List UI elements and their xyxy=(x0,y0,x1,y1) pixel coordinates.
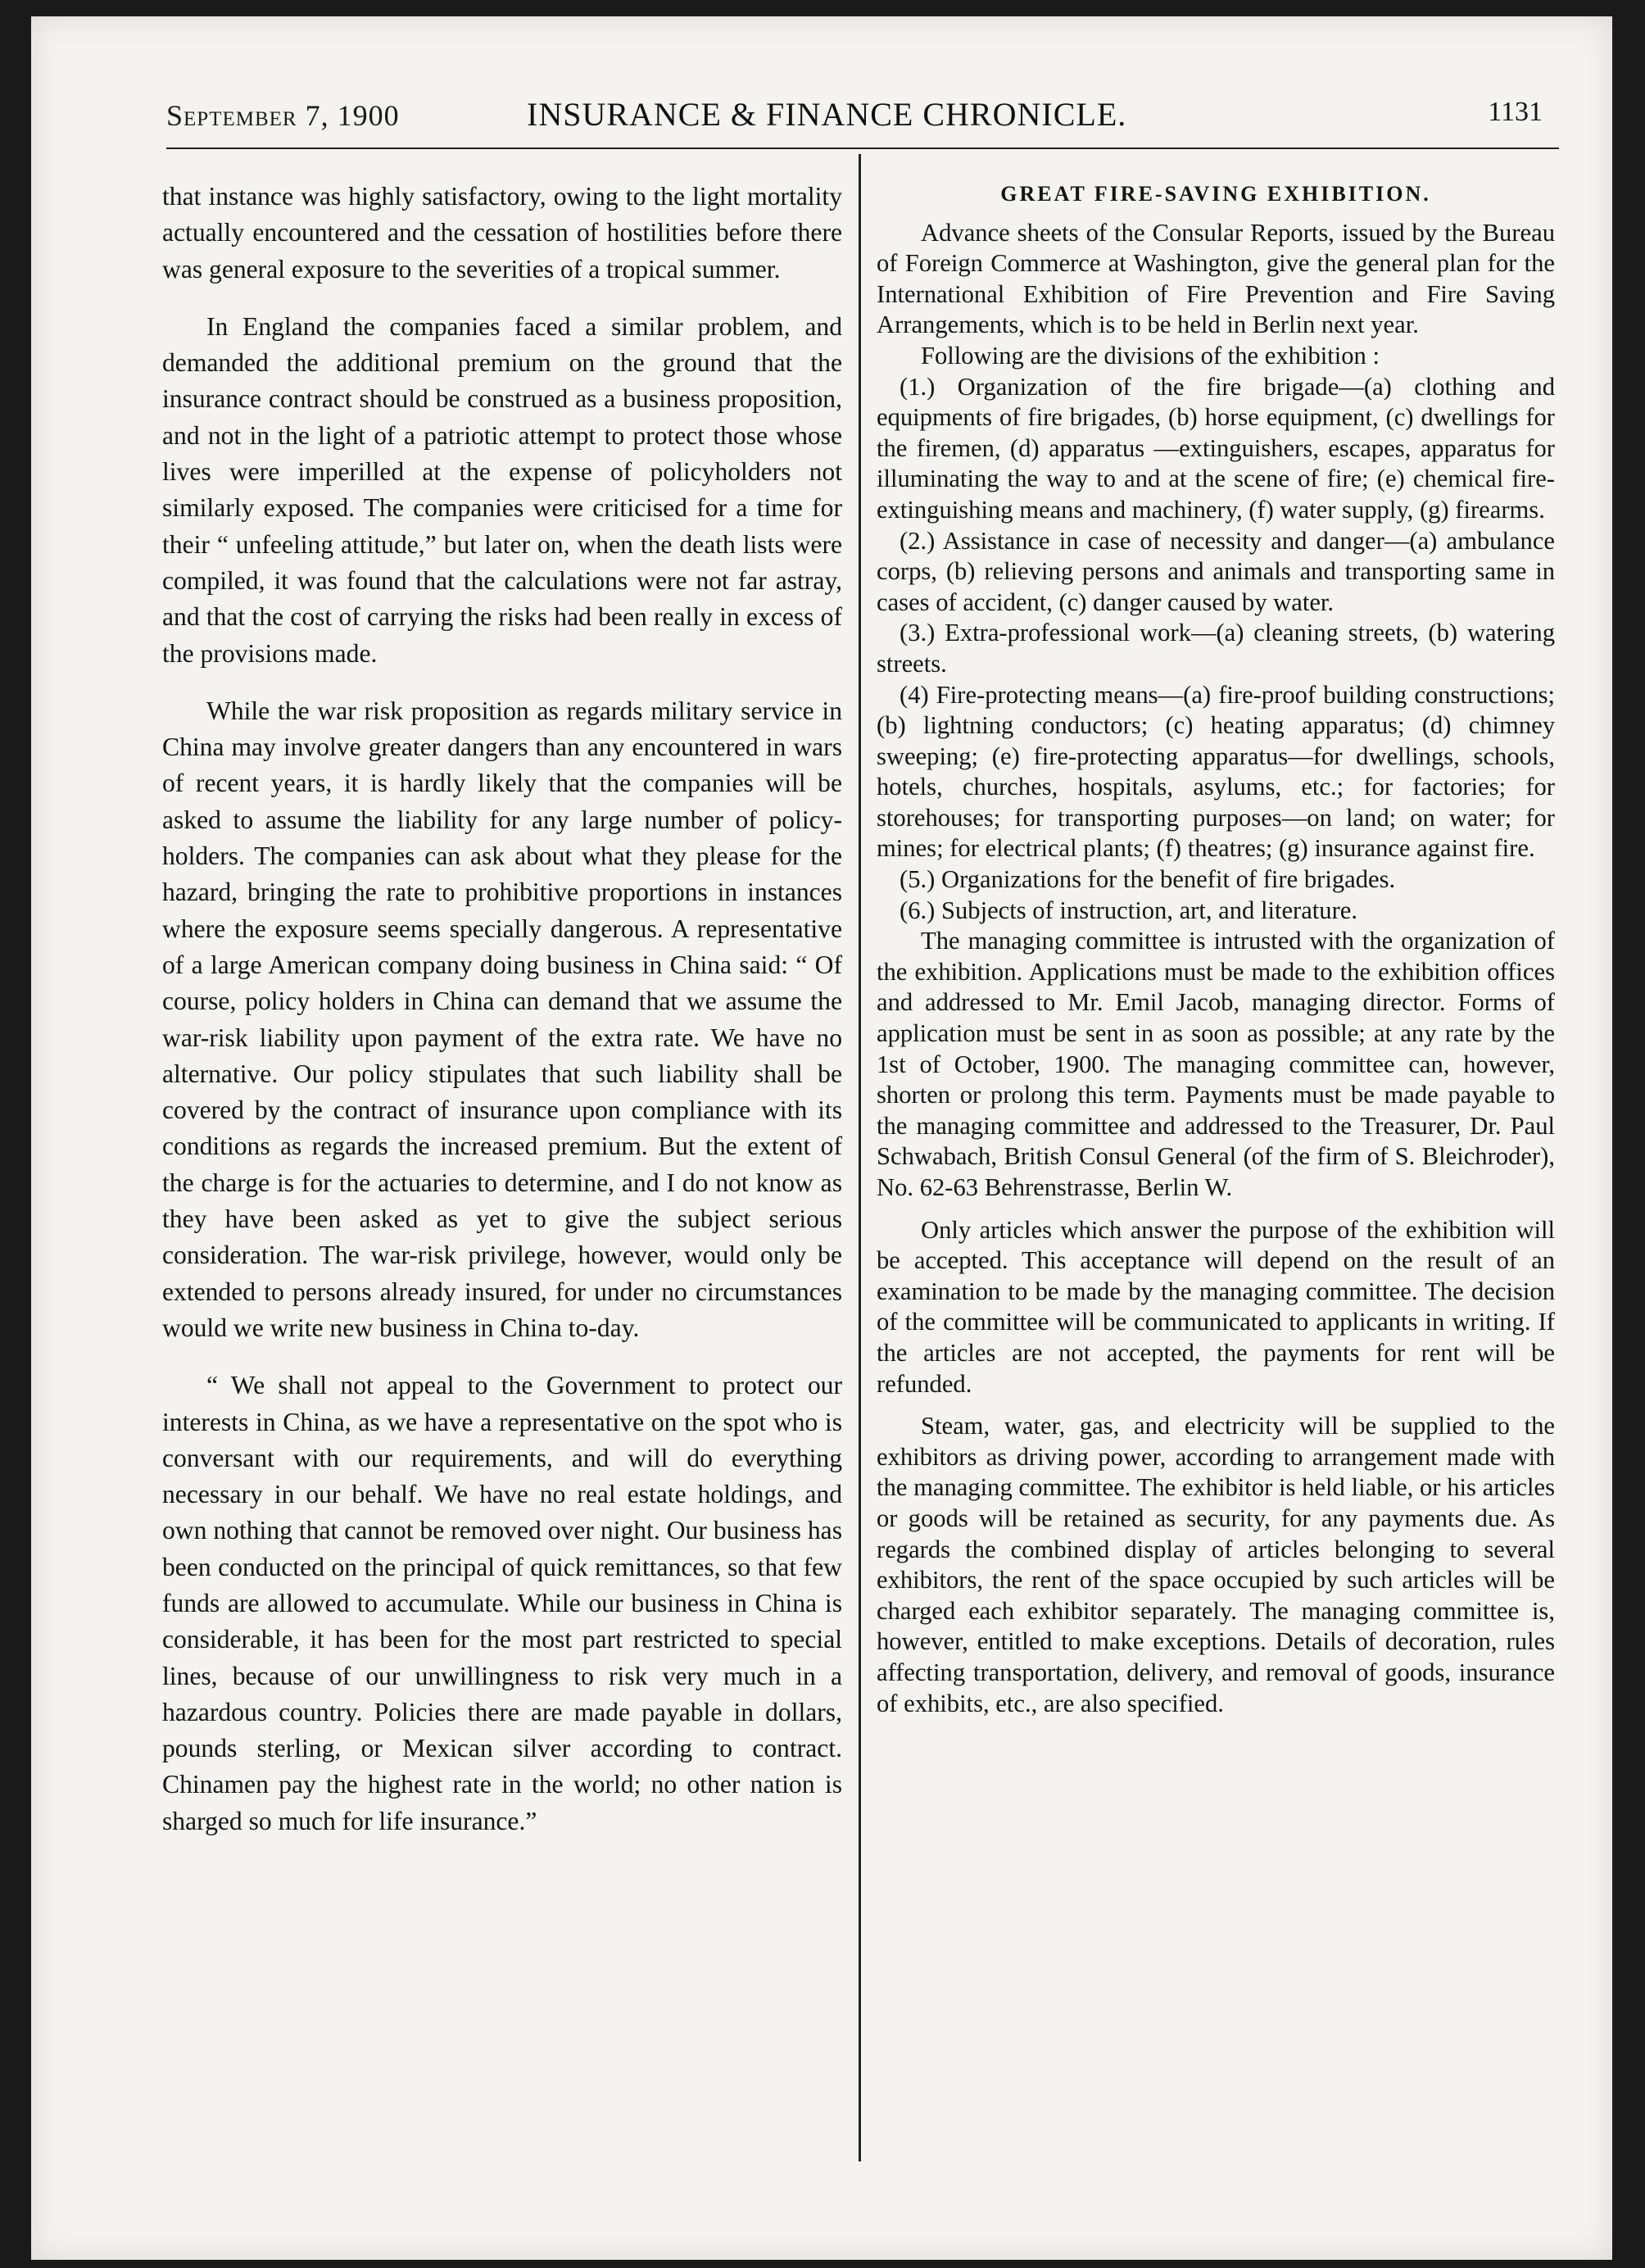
paragraph: Only articles which answer the purpose of the exhibition will be accepted. This acceptance will depend on the result of an examination to be made by the managing committee. The decision of the committee will be communicated to applicants in writing. If the articles are not accepted, the payments for rent will be refunded. xyxy=(877,1215,1555,1398)
intro-paragraph: Advance sheets of the Consular Reports, issued by the Bureau of Foreign Commerce at Washington, give the general plan for the International Exhibition of Fire Prevention and Fire Saving Arrangements, which is to be held in Berlin next year. xyxy=(877,218,1555,339)
division-item: (1.) Organization of the fire brigade—(a) clothing and equipments of fire brigades, (b) horse equipment, (c) dwellings for the firemen, (d) apparatus —extinguishers, escapes, apparatus for illuminating the way to and at the scene of fire; (e) chemical fire-extinguishing means and machinery, (f) water supply, (g) firearms. xyxy=(877,372,1555,524)
division-item: (5.) Organizations for the benefit of fire brigades. xyxy=(900,865,1396,894)
division-item: (4) Fire-protecting means—(a) fire-proof building constructions; (b) lightning conductors; (c) heating apparatus; (d) chimney sweeping; (e) fire-protecting apparatus—for dwellings, schools, hotels, churches, hospitals, asylums, etc.; for factories; for storehouses; for transporting purposes—on land; on water; for mines; for electrical plants; (f) theatres; (g) insurance against fire. xyxy=(877,680,1555,863)
column-divider xyxy=(859,154,861,2161)
paragraph: “ We shall not appeal to the Government to protect our interests in China, as we have a representative on the spot who is conversant with our requirements, and will do everything necessary in our behalf. We have no real estate holdings, and own nothing that cannot be removed over night. Our business has been conducted on the principal of quick remittances, so that few funds are allowed to accumulate. While our business in China is considerable, it has been for the most part restricted to special lines, because of our unwillingness to risk very much in a hazardous country. Policies there are made payable in dollars, pounds sterling, or Mexican silver according to contract. Chinamen pay the highest rate in the world; no other nation is sharged so much for life insurance.” xyxy=(162,1371,842,1835)
paragraph: While the war risk proposition as regards military service in China may involve greater dangers than any encountered in wars of recent years, it is hardly likely that the companies will be asked to assume the liability for any large number of policy-holders. The companies can ask about what they please for the hazard, bringing the rate to prohibitive proportions in instances where the exposure seems specially dangerous. A representative of a large American company doing business in China said: “ Of course, policy holders in China can demand that we assume the war-risk liability upon payment of the extra rate. We have no alternative. Our policy stipulates that such liability shall be covered by the contract of insurance upon compliance with its conditions as regards the increased premium. But the extent of the charge is for the actuaries to determine, and I do not know as they have been asked as yet to give the subject serious consideration. The war-risk privilege, however, would only be extended to persons already insured, for under no circumstances would we write new business in China to-day. xyxy=(162,696,842,1342)
paragraph: Steam, water, gas, and electricity will be supplied to the exhibitors as driving power, according to arrangement made with the managing committee. The exhibitor is held liable, or his articles or goods will be retained as security, for any payments due. As regards the combined display of articles belonging to several exhibitors, the rent of the space occupied by such articles will be charged each exhibitor separately. The managing committee is, however, entitled to make exceptions. Details of decoration, rules affecting transportation, delivery, and removal of goods, insurance of exhibits, etc., are also specified. xyxy=(877,1412,1555,1717)
division-item: (3.) Extra-professional work—(a) cleaning streets, (b) watering streets. xyxy=(877,619,1555,678)
paragraph: that instance was highly satisfactory, owing to the light mortality actually encountered and the cessation of hostilities before there was general exposure to the severities of a tropical summer. xyxy=(162,182,842,284)
newspaper-page xyxy=(31,16,1612,2260)
paragraph: In England the companies faced a similar problem, and demanded the additional premium on the ground that the insurance contract should be construed as a business proposition, and not in the light of a patriotic attempt to protect those whose lives were imperilled at the expense of policyholders not similarly exposed. The companies were criticised for a time for their “ unfeeling attitude,” but later on, when the death lists were compiled, it was found that the calculations were not far astray, and that the cost of carrying the risks had been really in excess of the provisions made. xyxy=(162,311,842,668)
left-column xyxy=(162,179,842,1839)
running-head xyxy=(166,98,1559,149)
division-item: (2.) Assistance in case of necessity and danger—(a) ambulance corps, (b) relieving persons and animals and transporting same in cases of accident, (c) danger caused by water. xyxy=(877,526,1555,616)
publication-title: INSURANCE & FINANCE CHRONICLE. xyxy=(527,96,1127,133)
division-item: (6.) Subjects of instruction, art, and literature. xyxy=(900,896,1358,924)
page-number: 1131 xyxy=(1488,97,1543,127)
right-column xyxy=(877,179,1555,1719)
article-heading: GREAT FIRE-SAVING EXHIBITION. xyxy=(1000,182,1431,206)
divisions-lead: Following are the divisions of the exhibition : xyxy=(921,341,1380,370)
paragraph: The managing committee is intrusted with the organization of the exhibition. Applications must be made to the exhibition offices and addressed to Mr. Emil Jacob, managing director. Forms of application must be sent in as soon as possible; at any rate by the 1st of October, 1900. The managing committee can, however, shorten or prolong this term. Payments must be made payable to the managing committee and addressed to the Treasurer, Dr. Paul Schwabach, British Consul General (of the firm of S. Bleichroder), No. 62-63 Behrenstrasse, Berlin W. xyxy=(877,927,1555,1201)
issue-date: September 7, 1900 xyxy=(166,99,400,132)
